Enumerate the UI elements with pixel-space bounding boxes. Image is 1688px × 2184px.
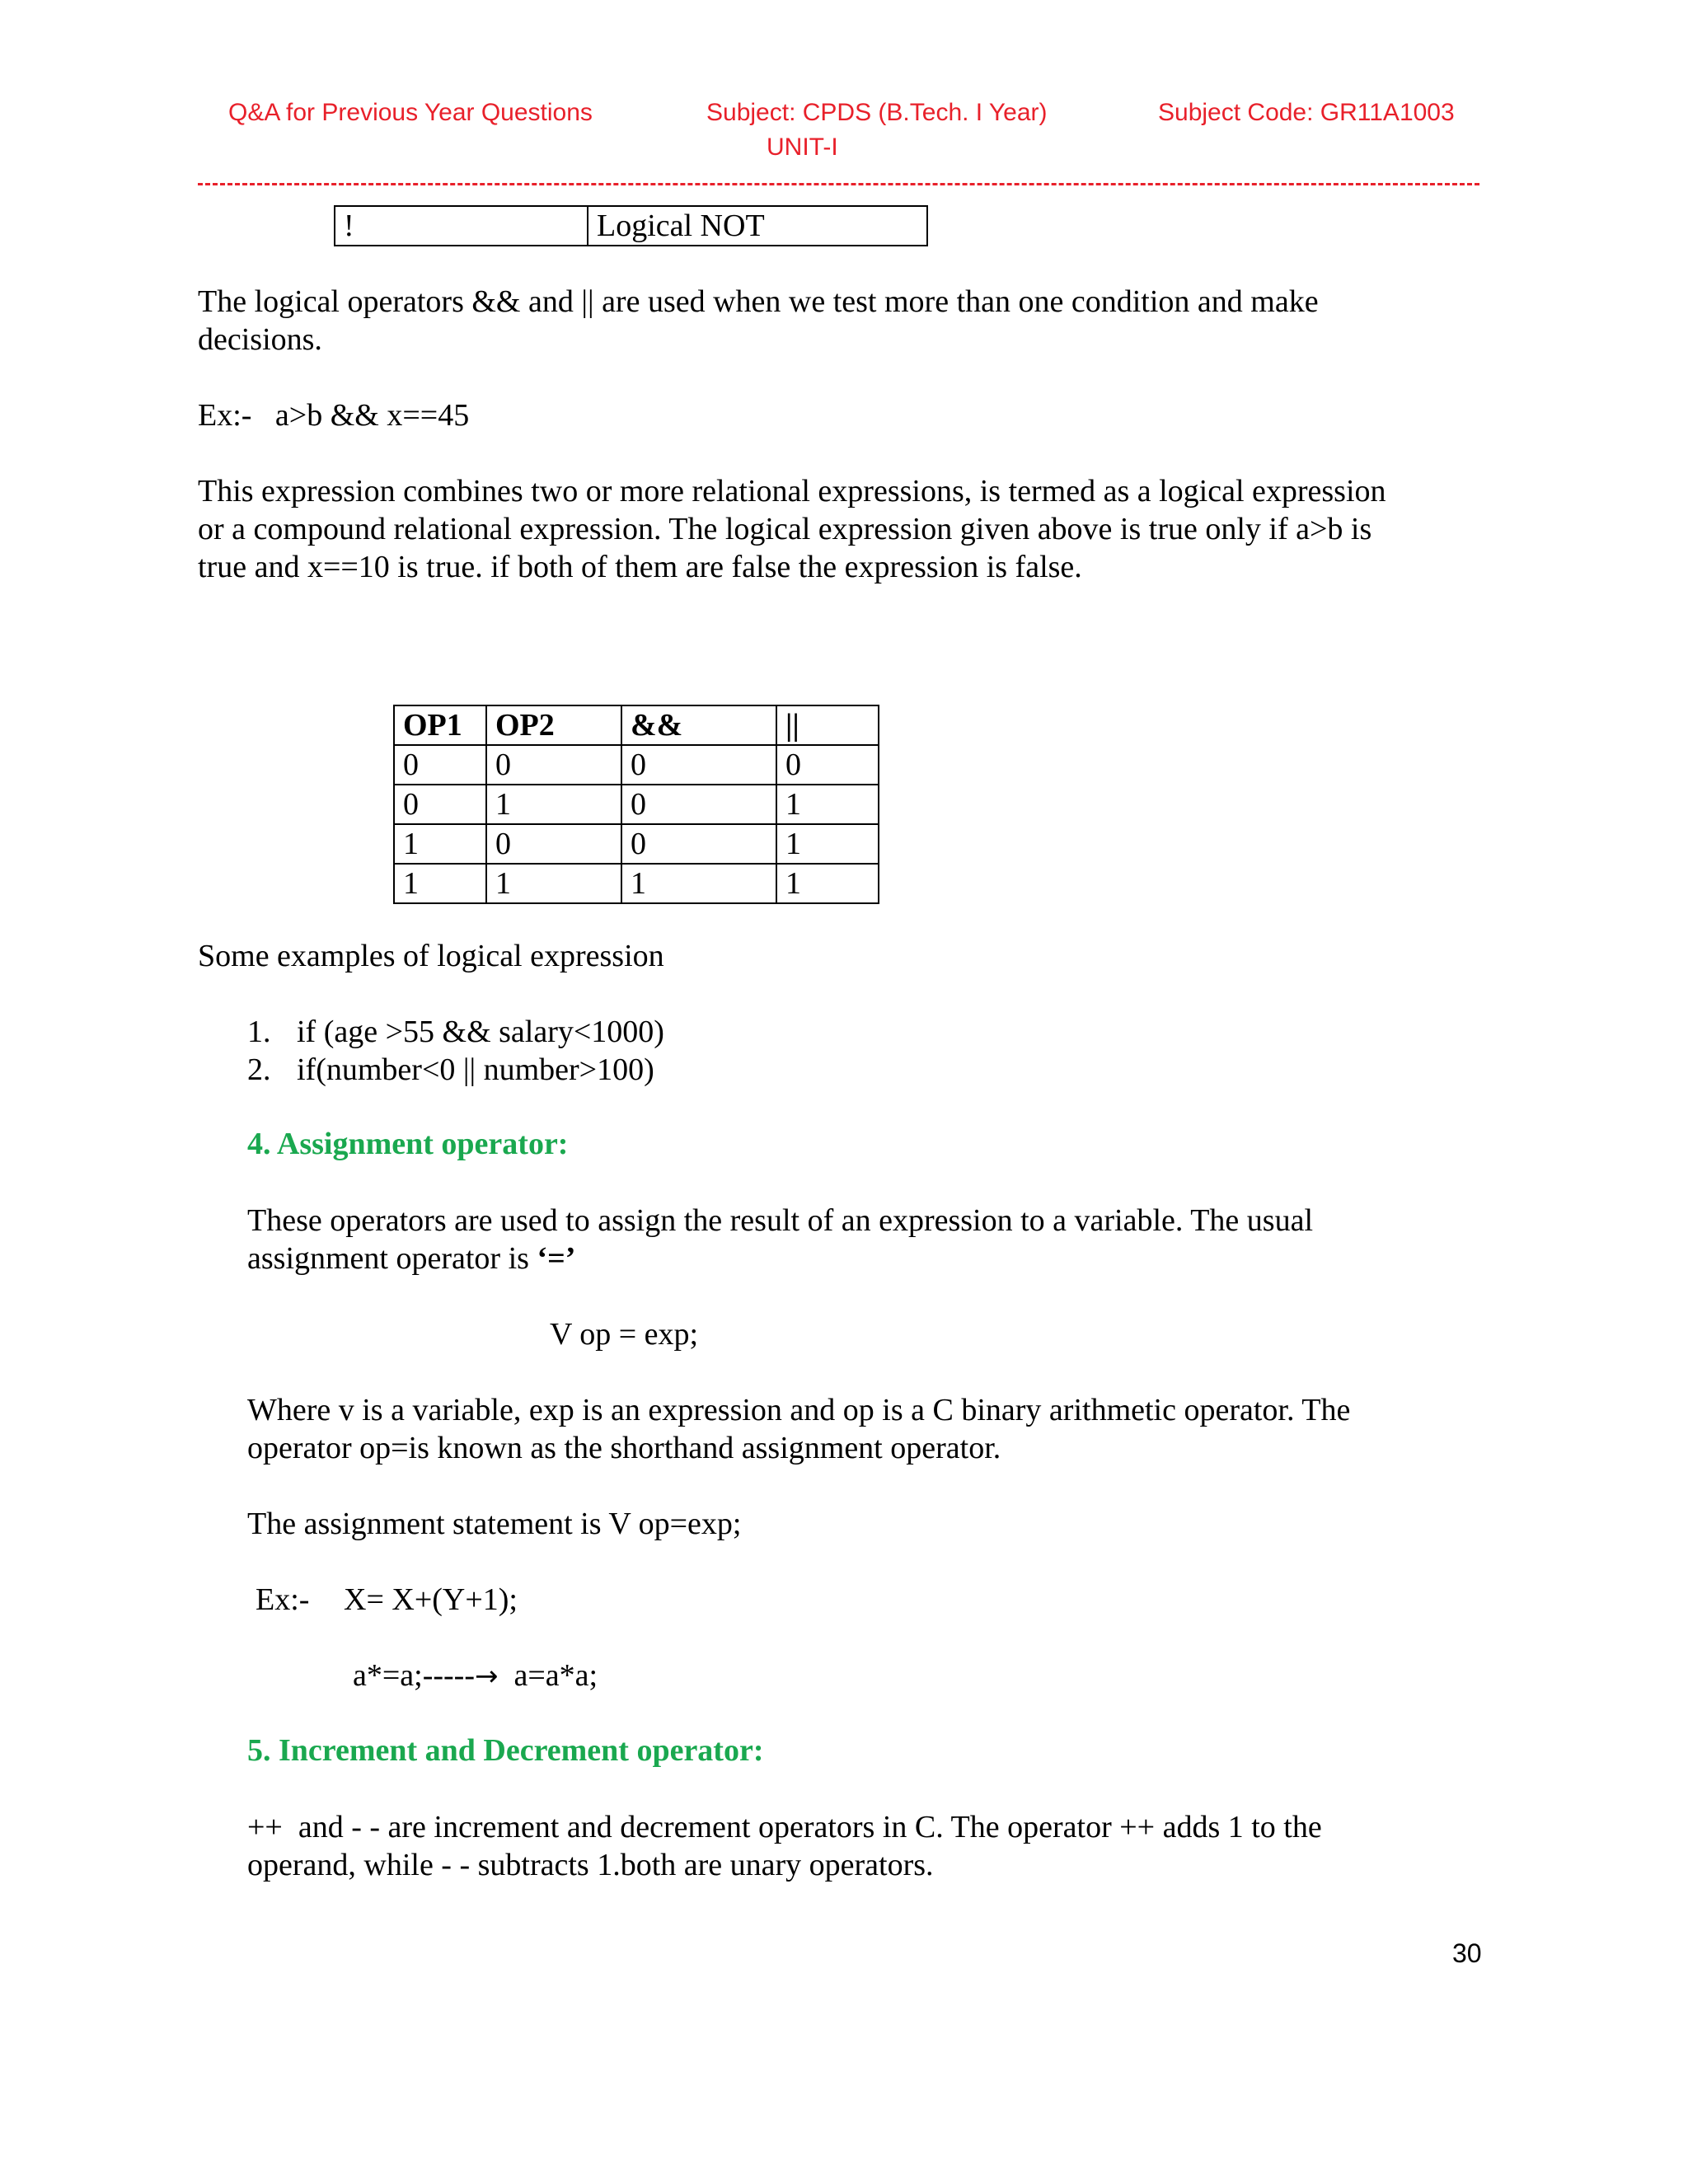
table-cell: 1 bbox=[394, 864, 486, 903]
shorthand-left: a*=a;----- bbox=[353, 1658, 475, 1693]
section-heading-assignment: 4. Assignment operator: bbox=[247, 1127, 569, 1161]
logical-operators-paragraph bbox=[198, 283, 1319, 359]
table-cell: 1 bbox=[776, 824, 879, 864]
logical-not-table bbox=[334, 205, 928, 246]
table-cell: 1 bbox=[486, 864, 621, 903]
assignment-statement: The assignment statement is V op=exp; bbox=[247, 1507, 742, 1541]
assignment-where-paragraph bbox=[247, 1391, 1350, 1467]
header-or: || bbox=[776, 705, 879, 745]
table-cell: 1 bbox=[776, 785, 879, 824]
list-item bbox=[247, 1051, 664, 1089]
paragraph-line: operand, while - - subtracts 1.both are unary operators. bbox=[247, 1848, 934, 1882]
table-cell: 0 bbox=[394, 745, 486, 785]
logical-expression-paragraph bbox=[198, 472, 1386, 586]
table-row bbox=[335, 206, 927, 246]
assignment-syntax: V op = exp; bbox=[550, 1317, 699, 1352]
table-cell: 1 bbox=[394, 824, 486, 864]
table-cell: 0 bbox=[621, 785, 776, 824]
header-unit: UNIT-I bbox=[767, 134, 838, 161]
table-cell: 0 bbox=[486, 745, 621, 785]
operator-symbol-cell: ! bbox=[335, 206, 588, 246]
list-item bbox=[247, 1013, 664, 1051]
paragraph-line: Where v is a variable, exp is an expression and op is a C binary arithmetic operator. The bbox=[247, 1393, 1351, 1427]
shorthand-example bbox=[353, 1657, 598, 1695]
examples-list bbox=[247, 1013, 664, 1089]
list-text: if (age >55 && salary<1000) bbox=[297, 1015, 664, 1049]
table-cell: 0 bbox=[776, 745, 879, 785]
table-cell: 0 bbox=[394, 785, 486, 824]
header-divider bbox=[198, 183, 1479, 185]
operator-meaning-cell: Logical NOT bbox=[588, 206, 927, 246]
example-label: Ex:- bbox=[256, 1582, 310, 1617]
truth-table bbox=[393, 705, 879, 904]
assignment-symbol: ‘=’ bbox=[537, 1241, 576, 1276]
table-header-row bbox=[394, 705, 879, 745]
table-cell: 1 bbox=[486, 785, 621, 824]
paragraph-line: ++ and - - are increment and decrement operators in C. The operator ++ adds 1 to the bbox=[247, 1810, 1322, 1844]
paragraph-line: true and x==10 is true. if both of them are false the expression is false. bbox=[198, 550, 1082, 584]
paragraph-line: This expression combines two or more relational expressions, is termed as a logical expression bbox=[198, 474, 1386, 509]
list-number: 1. bbox=[247, 1015, 271, 1049]
assignment-example bbox=[256, 1581, 518, 1619]
header-left-title: Q&A for Previous Year Questions bbox=[228, 99, 593, 126]
increment-paragraph bbox=[247, 1808, 1322, 1884]
header-op2: OP2 bbox=[486, 705, 621, 745]
example-expression: Ex:- a>b && x==45 bbox=[198, 398, 470, 433]
table-cell: 0 bbox=[621, 824, 776, 864]
table-cell: 0 bbox=[621, 745, 776, 785]
page-number: 30 bbox=[1452, 1938, 1482, 1968]
example-code: X= X+(Y+1); bbox=[344, 1582, 518, 1617]
right-arrow-icon: → bbox=[475, 1660, 499, 1693]
paragraph-line: operator op=is known as the shorthand assignment operator. bbox=[247, 1431, 1001, 1465]
table-row bbox=[394, 824, 879, 864]
table-cell: 1 bbox=[776, 864, 879, 903]
assignment-intro-paragraph bbox=[247, 1202, 1313, 1277]
paragraph-line: The logical operators && and || are used when we test more than one condition and make bbox=[198, 284, 1319, 319]
header-subject-code: Subject Code: GR11A1003 bbox=[1158, 99, 1455, 126]
section-heading-increment: 5. Increment and Decrement operator: bbox=[247, 1733, 764, 1768]
paragraph-line: or a compound relational expression. The logical expression given above is true only if a>b is bbox=[198, 512, 1372, 546]
header-subject: Subject: CPDS (B.Tech. I Year) bbox=[706, 99, 1048, 126]
header-and: && bbox=[621, 705, 776, 745]
table-row bbox=[394, 785, 879, 824]
table-cell: 1 bbox=[621, 864, 776, 903]
table-row bbox=[394, 864, 879, 903]
examples-intro: Some examples of logical expression bbox=[198, 939, 664, 973]
paragraph-line: decisions. bbox=[198, 322, 322, 357]
shorthand-right: a=a*a; bbox=[513, 1658, 598, 1693]
list-number: 2. bbox=[247, 1052, 271, 1087]
table-cell: 0 bbox=[486, 824, 621, 864]
paragraph-line: assignment operator is bbox=[247, 1241, 537, 1276]
header-op1: OP1 bbox=[394, 705, 486, 745]
paragraph-line: These operators are used to assign the result of an expression to a variable. The usual bbox=[247, 1203, 1314, 1238]
list-text: if(number<0 || number>100) bbox=[297, 1052, 654, 1087]
table-row bbox=[394, 745, 879, 785]
